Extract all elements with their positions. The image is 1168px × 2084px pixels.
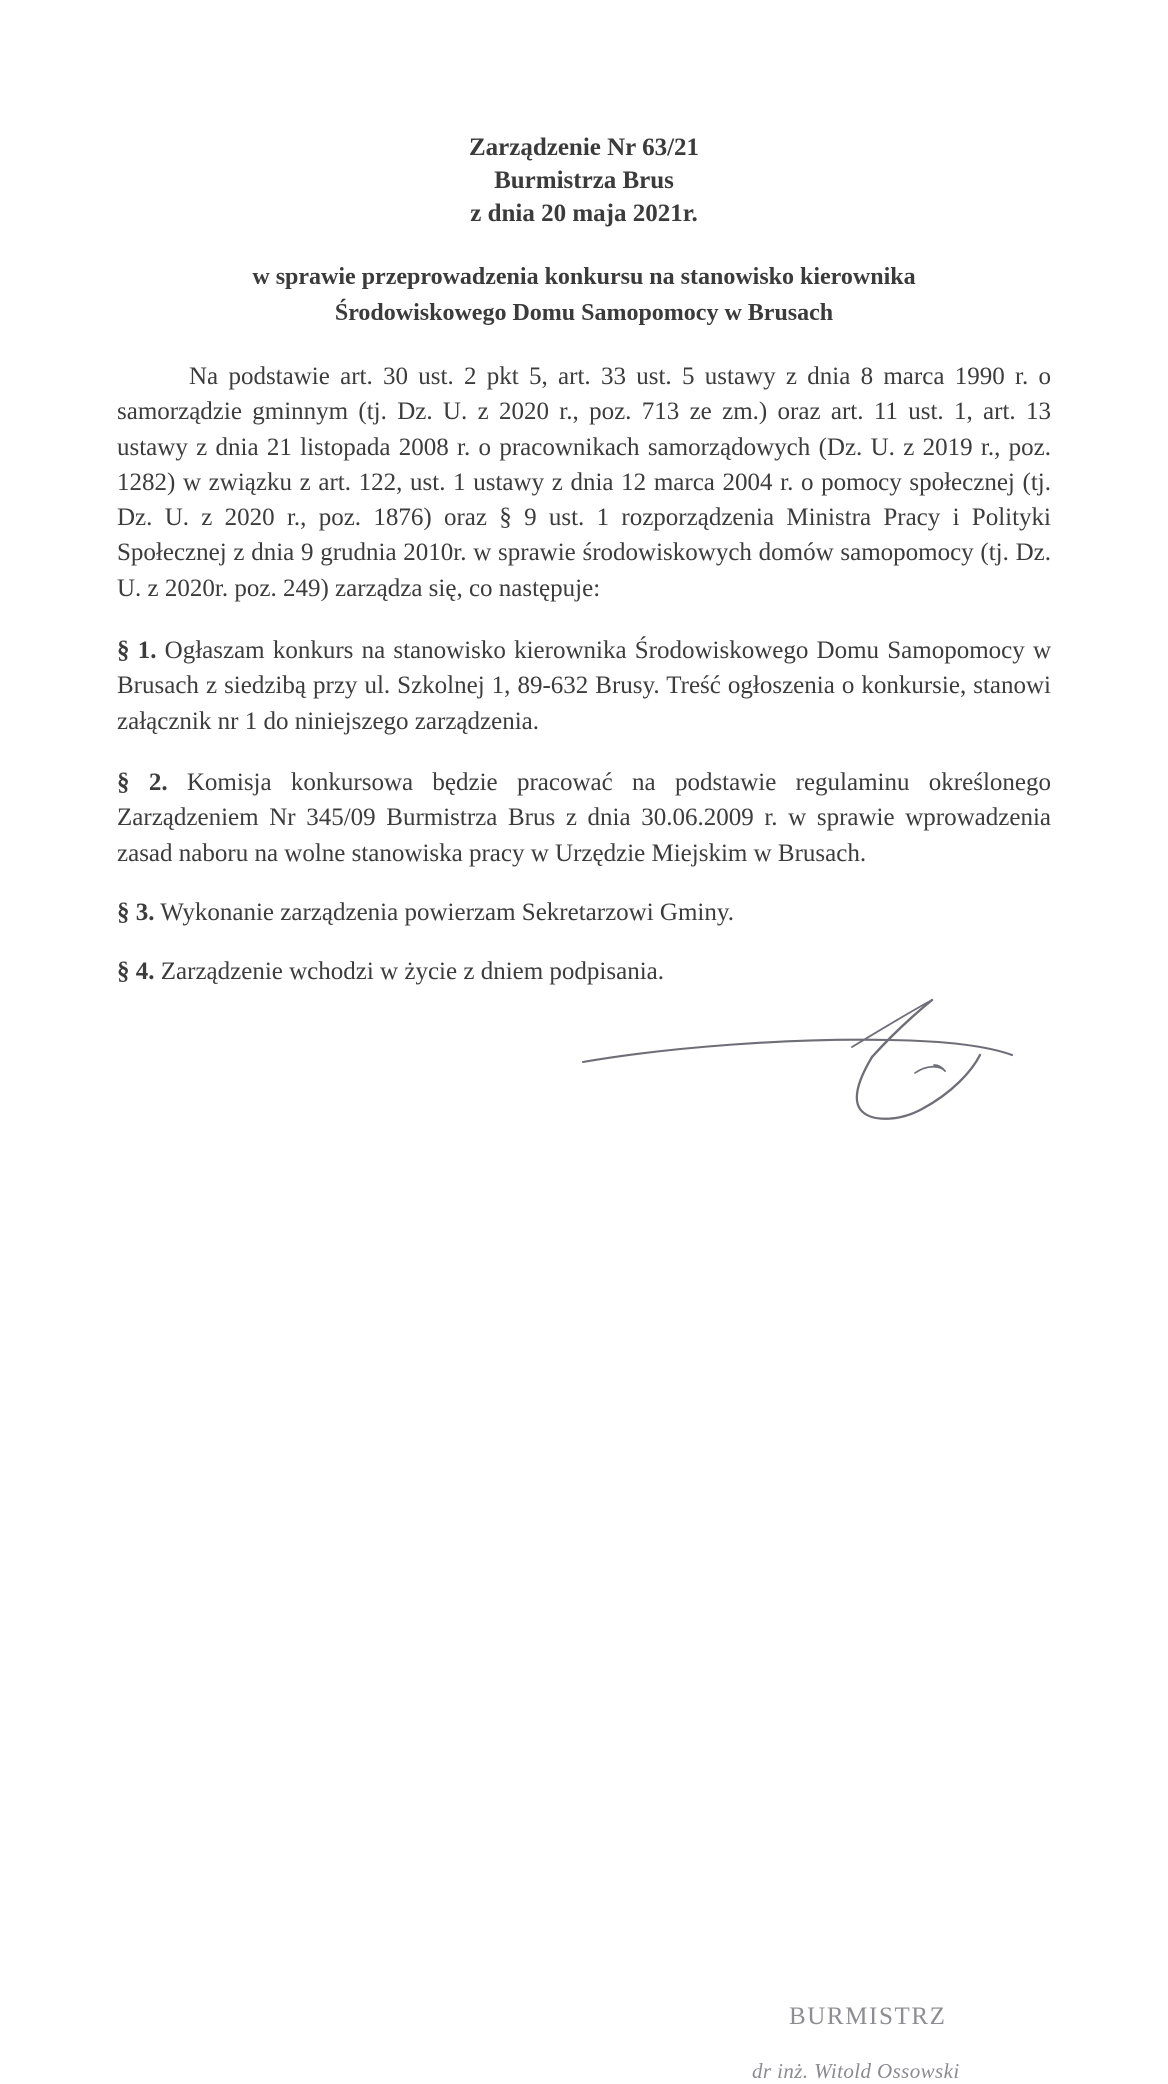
title-line-1: Zarządzenie Nr 63/21 <box>468 134 700 161</box>
section-paragraph-2 <box>117 765 1051 871</box>
document-subtitle <box>117 230 1051 331</box>
section-marker-1: § 1. <box>117 637 157 665</box>
title-line-2: Burmistrza Brus <box>494 167 674 194</box>
subtitle-line-1: w sprawie przeprowadzenia konkursu na stanowisko kierownika <box>252 264 916 290</box>
section-marker-3: § 3. <box>117 898 155 926</box>
section-paragraph-1 <box>117 633 1051 739</box>
section-text-4: Zarządzenie wchodzi w życie z dniem podpisania. <box>154 958 664 986</box>
section-marker-2: § 2. <box>117 768 168 796</box>
signature-block <box>0 985 1168 2083</box>
preamble-paragraph: Na podstawie art. 30 ust. 2 pkt 5, art. 33 ust. 5 ustawy z dnia 8 marca 1990 r. o samorządzie gminnym (tj. Dz. U. z 2020 r., poz. 713 ze zm.) oraz art. 11 ust. 1, art. 13 ustawy z dnia 21 listopada 2008 r. o pracownikach samorządowych (Dz. U. z 2019 r., poz. 1282) w związku z art. 122, ust. 1 ustawy z dnia 12 marca 2004 r. o pomocy społecznej (tj. Dz. U. z 2020 r., poz. 1876) oraz § 9 ust. 1 rozporządzenia Ministra Pracy i Polityki Społecznej z dnia 9 grudnia 2010r. w sprawie środowiskowych domów samopomocy (tj. Dz. U. z 2020r. poz. 249) zarządza się, co następuje: <box>117 363 1051 602</box>
section-paragraph-3 <box>117 895 1051 930</box>
document-body <box>117 331 1051 989</box>
section-text-2: Komisja konkursowa będzie pracować na podstawie regulaminu określonego Zarządzeniem Nr 345/09 Burmistrza Brus z dnia 30.06.2009 r. w sprawie wprowadzenia zasad naboru na wolne stanowiska pracy w Urzędzie Miejskim w Brusach. <box>117 768 1051 867</box>
signature-name: dr inż. Witold Ossowski <box>752 2059 960 2083</box>
section-text-1: Ogłaszam konkurs na stanowisko kierownika Środowiskowego Domu Samopomocy w Brusach z siedzibą przy ul. Szkolnej 1, 89-632 Brusy. Treść ogłoszenia o konkursie, stanowi załącznik nr 1 do niniejszego zarządzenia. <box>117 637 1051 735</box>
section-marker-4: § 4. <box>117 958 155 986</box>
document-content <box>117 0 1051 989</box>
section-text-3: Wykonanie zarządzenia powierzam Sekretarzowi Gminy. <box>154 898 734 926</box>
subtitle-line-2: Środowiskowego Domu Samopomocy w Brusach <box>334 300 834 326</box>
handwritten-signature-icon <box>560 985 1030 1125</box>
document-title <box>117 0 1051 230</box>
signature-role: BURMISTRZ <box>789 2003 947 2030</box>
title-line-3: z dnia 20 maja 2021r. <box>470 200 698 227</box>
